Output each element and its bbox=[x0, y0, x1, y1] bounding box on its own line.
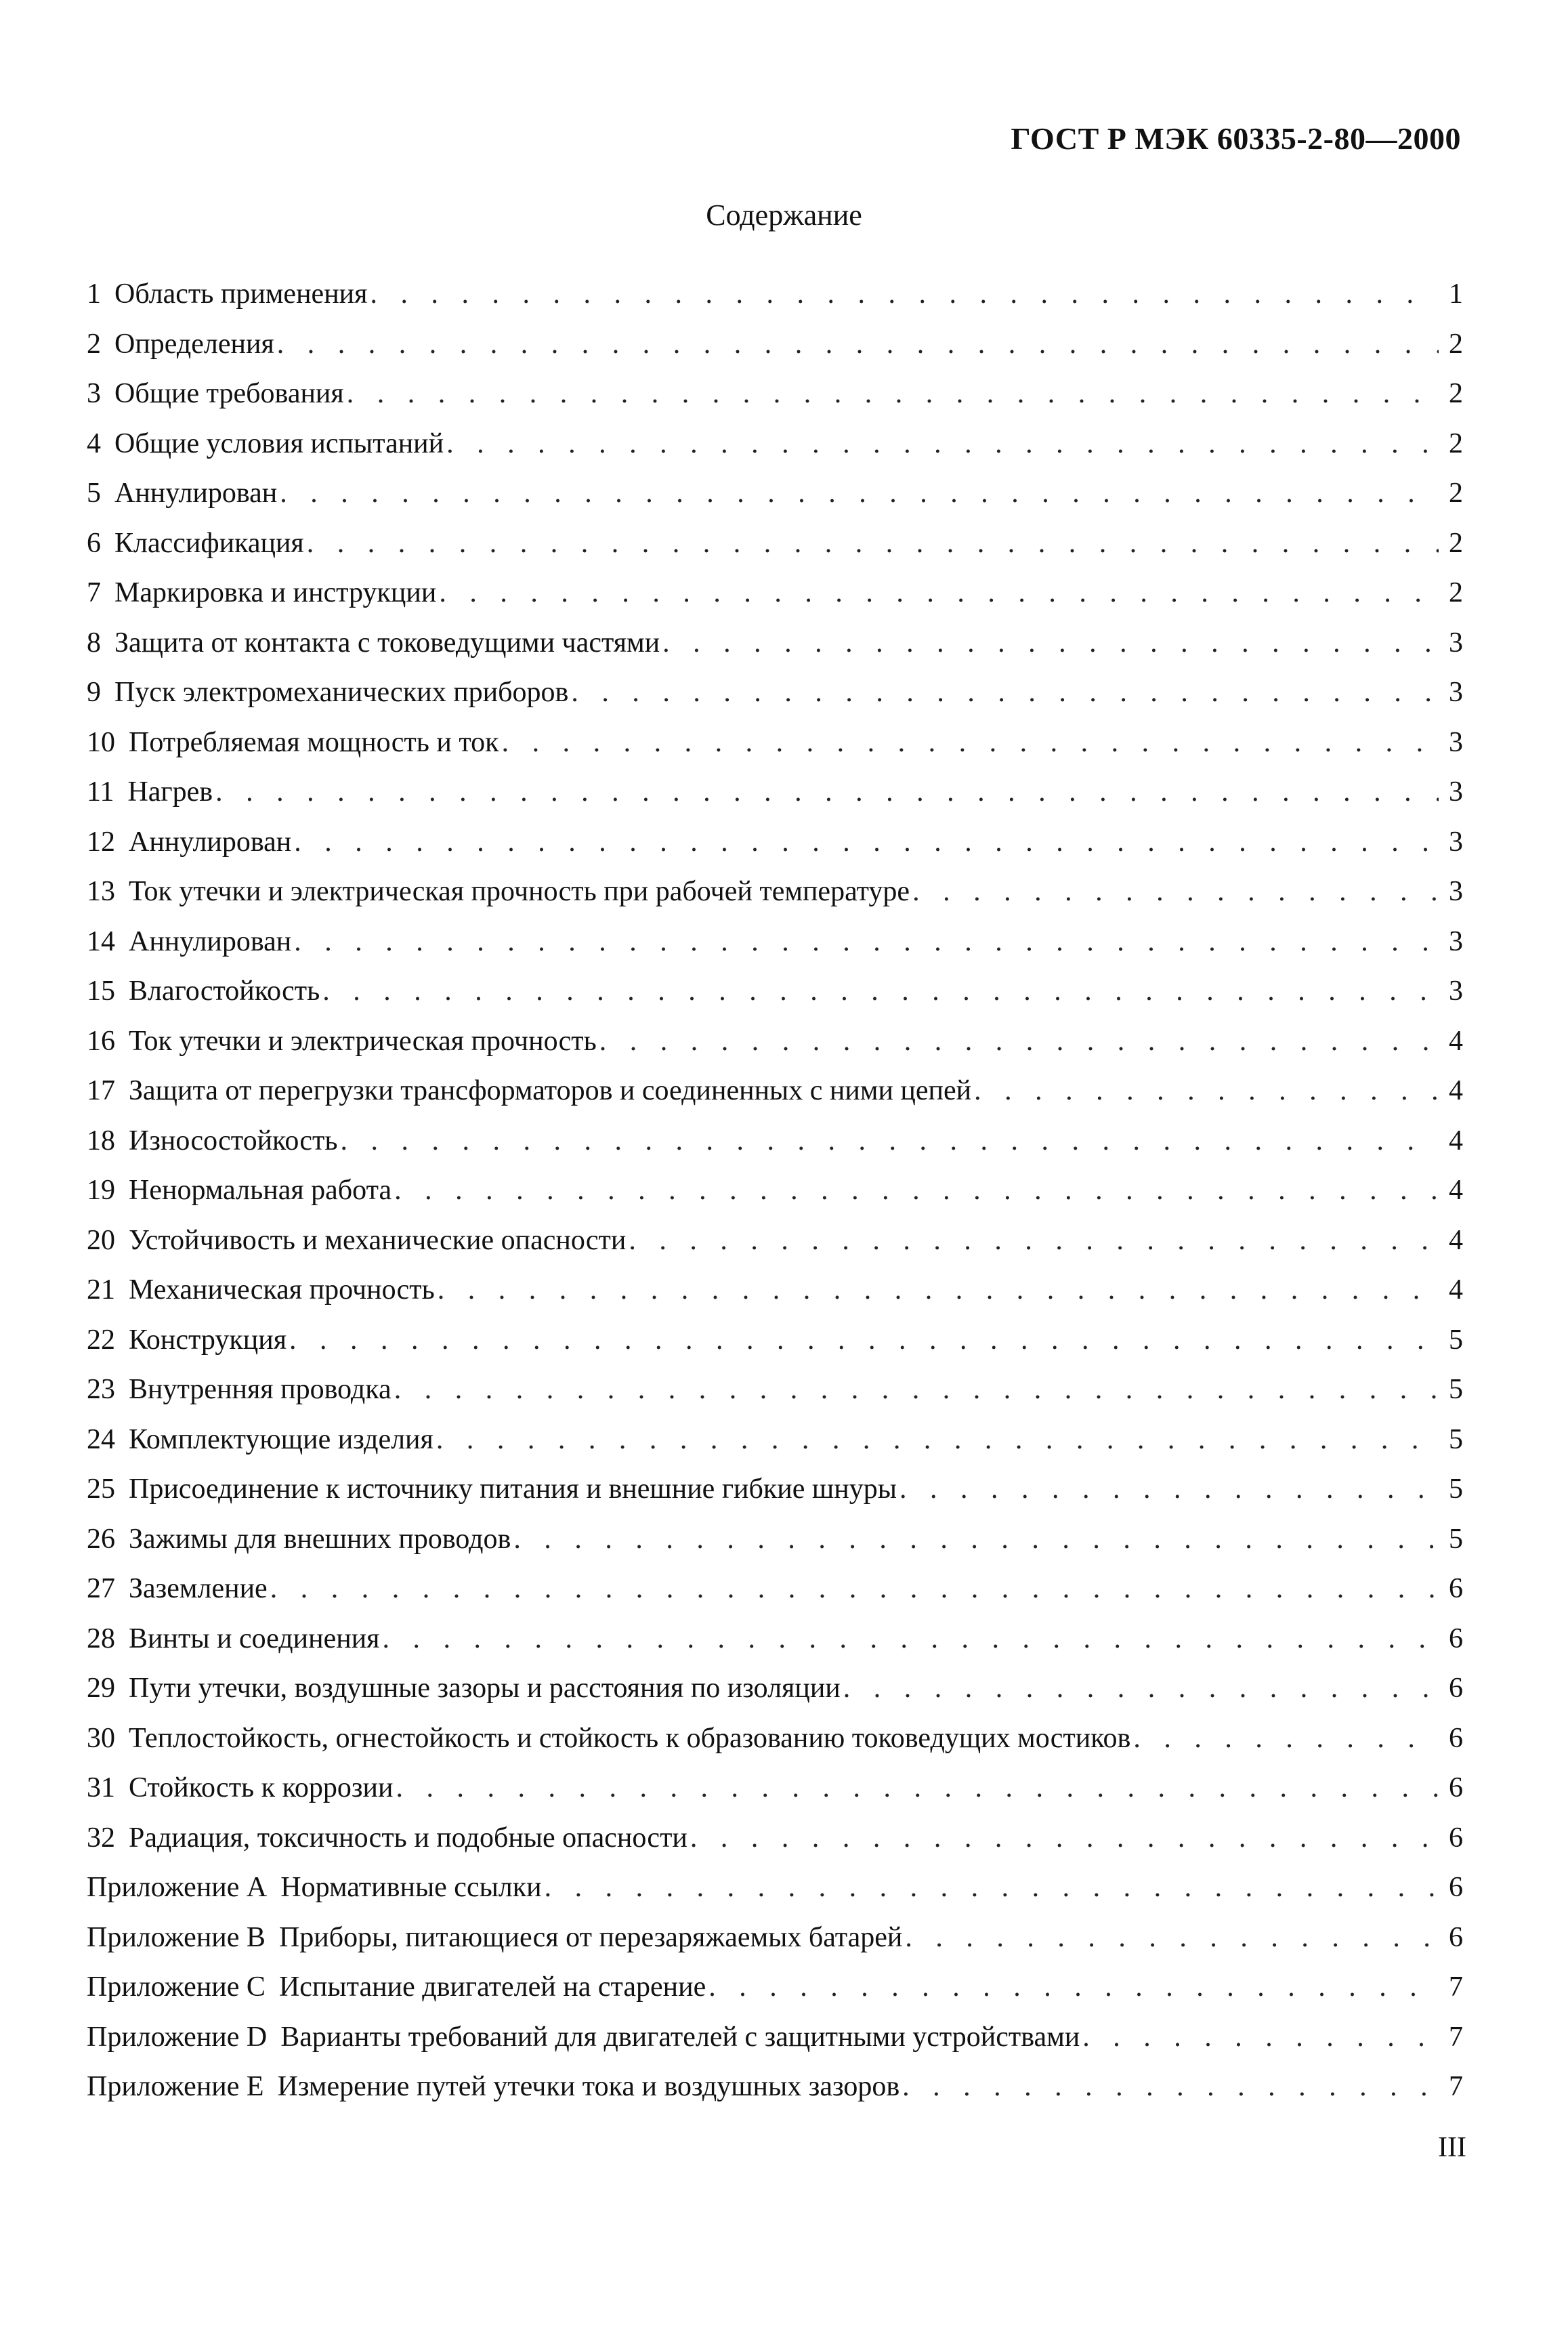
dot-leader bbox=[270, 1572, 1439, 1605]
dot-leader bbox=[662, 627, 1439, 659]
toc-entry[interactable] bbox=[87, 1025, 1463, 1075]
toc-entry-page: 5 bbox=[1449, 1423, 1463, 1455]
dot-leader bbox=[277, 328, 1439, 360]
toc-entry-page: 3 bbox=[1449, 776, 1463, 808]
toc-entry[interactable] bbox=[87, 975, 1463, 1025]
toc-entry[interactable] bbox=[87, 1772, 1463, 1822]
toc-entry-number: 31 bbox=[87, 1772, 115, 1803]
toc-entry-number: 22 bbox=[87, 1324, 115, 1356]
dot-leader bbox=[436, 1423, 1439, 1456]
toc-entry-number: 8 bbox=[87, 627, 101, 658]
toc-entry-number: 7 bbox=[87, 577, 101, 608]
dot-leader bbox=[438, 1274, 1439, 1306]
toc-entry[interactable] bbox=[87, 577, 1463, 627]
toc-entry-number: 17 bbox=[87, 1075, 115, 1106]
toc-entry-number: Приложение D bbox=[87, 2021, 268, 2053]
toc-entry-page: 1 bbox=[1449, 278, 1463, 310]
toc-entry-number: 5 bbox=[87, 478, 101, 509]
toc-entry[interactable] bbox=[87, 1373, 1463, 1423]
dot-leader bbox=[629, 1224, 1439, 1257]
toc-entry-title: Присоединение к источнику питания и внешние гибкие шнуры bbox=[129, 1473, 897, 1505]
toc-entry-page: 5 bbox=[1449, 1523, 1463, 1555]
dot-leader bbox=[396, 1772, 1439, 1804]
toc-entry[interactable] bbox=[87, 1523, 1463, 1573]
dot-leader bbox=[1133, 1722, 1439, 1755]
page-number: III bbox=[1438, 2132, 1466, 2163]
dot-leader bbox=[347, 377, 1439, 410]
toc-entry-number: 11 bbox=[87, 776, 114, 808]
toc-entry[interactable] bbox=[87, 1423, 1463, 1473]
toc-entry-page: 6 bbox=[1449, 1822, 1463, 1854]
toc-entry-title: Радиация, токсичность и подобные опасности bbox=[129, 1822, 687, 1854]
dot-leader bbox=[905, 1921, 1439, 1954]
toc-entry-title: Ток утечки и электрическая прочность при рабочей температуре bbox=[129, 876, 910, 907]
dot-leader bbox=[974, 1074, 1439, 1107]
toc-entry-number: 2 bbox=[87, 328, 101, 360]
toc-entry[interactable] bbox=[87, 1074, 1463, 1125]
toc-entry[interactable] bbox=[87, 726, 1463, 776]
dot-leader bbox=[289, 1324, 1439, 1356]
toc-entry-page: 2 bbox=[1449, 478, 1463, 509]
toc-entry-page: 5 bbox=[1449, 1473, 1463, 1505]
toc-entry[interactable] bbox=[87, 776, 1463, 826]
toc-entry-title: Варианты требований для двигателей с защитными устройствами bbox=[280, 2021, 1080, 2053]
toc-entry[interactable] bbox=[87, 1125, 1463, 1175]
toc-entry[interactable] bbox=[87, 2070, 1463, 2120]
toc-entry-number: 19 bbox=[87, 1175, 115, 1206]
dot-leader bbox=[383, 1623, 1439, 1655]
toc-entry-number: 13 bbox=[87, 876, 115, 907]
toc-entry[interactable] bbox=[87, 676, 1463, 726]
toc-entry-number: 3 bbox=[87, 378, 101, 409]
toc-entry-title: Пуск электромеханических приборов bbox=[114, 677, 569, 708]
dot-leader bbox=[341, 1125, 1439, 1157]
toc-entry[interactable] bbox=[87, 1224, 1463, 1274]
toc-entry-title: Ненормальная работа bbox=[129, 1175, 392, 1206]
toc-entry-page: 2 bbox=[1449, 527, 1463, 559]
dot-leader bbox=[294, 826, 1439, 858]
toc-entry-title: Область применения bbox=[114, 278, 368, 310]
toc-entry-page: 6 bbox=[1449, 1872, 1463, 1903]
dot-leader bbox=[394, 1373, 1439, 1406]
toc-entry-title: Общие требования bbox=[114, 378, 344, 409]
toc-entry-page: 4 bbox=[1449, 1274, 1463, 1305]
toc-entry-number: 20 bbox=[87, 1224, 115, 1256]
toc-entry[interactable] bbox=[87, 1473, 1463, 1523]
toc-entry-number: Приложение В bbox=[87, 1921, 266, 1953]
dot-leader bbox=[370, 278, 1439, 310]
dot-leader bbox=[902, 2070, 1439, 2103]
dot-leader bbox=[307, 527, 1439, 560]
toc-entry-page: 2 bbox=[1449, 577, 1463, 608]
toc-entry-title: Влагостойкость bbox=[129, 976, 320, 1007]
toc-entry-number: 25 bbox=[87, 1473, 115, 1505]
table-of-contents bbox=[87, 278, 1463, 2120]
dot-leader bbox=[899, 1473, 1439, 1505]
toc-entry-title: Защита от перегрузки трансформаторов и соединенных с ними цепей bbox=[129, 1075, 972, 1106]
toc-entry[interactable] bbox=[87, 1822, 1463, 1872]
toc-entry-number: 18 bbox=[87, 1125, 115, 1156]
toc-entry-number: Приложение С bbox=[87, 1971, 266, 2003]
dot-leader bbox=[394, 1174, 1439, 1207]
dot-leader bbox=[571, 676, 1439, 709]
dot-leader bbox=[843, 1672, 1439, 1705]
toc-entry-page: 3 bbox=[1449, 976, 1463, 1007]
dot-leader bbox=[446, 427, 1439, 460]
toc-entry-number: 32 bbox=[87, 1822, 115, 1854]
toc-entry[interactable] bbox=[87, 2021, 1463, 2071]
toc-entry-page: 2 bbox=[1449, 427, 1463, 459]
toc-entry-page: 6 bbox=[1449, 1722, 1463, 1754]
dot-leader bbox=[912, 875, 1439, 908]
toc-entry-title: Ток утечки и электрическая прочность bbox=[129, 1025, 597, 1057]
toc-entry-title: Зажимы для внешних проводов bbox=[129, 1523, 511, 1555]
toc-entry-page: 6 bbox=[1449, 1673, 1463, 1704]
toc-entry-page: 3 bbox=[1449, 826, 1463, 858]
toc-entry-title: Потребляемая мощность и ток bbox=[129, 726, 499, 758]
toc-entry-title: Аннулирован bbox=[129, 826, 292, 858]
dot-leader bbox=[294, 925, 1439, 958]
dot-leader bbox=[1082, 2021, 1439, 2053]
toc-entry-page: 4 bbox=[1449, 1224, 1463, 1256]
toc-entry-title: Классификация bbox=[114, 527, 304, 559]
toc-entry-page: 3 bbox=[1449, 677, 1463, 708]
toc-entry[interactable] bbox=[87, 278, 1463, 328]
toc-entry-page: 6 bbox=[1449, 1623, 1463, 1654]
toc-entry-title: Устойчивость и механические опасности bbox=[129, 1224, 627, 1256]
toc-entry-page: 4 bbox=[1449, 1075, 1463, 1106]
toc-entry-number: 26 bbox=[87, 1523, 115, 1555]
dot-leader bbox=[708, 1971, 1439, 2003]
toc-entry-title: Измерение путей утечки тока и воздушных зазоров bbox=[277, 2071, 900, 2102]
toc-entry-number: 4 bbox=[87, 427, 101, 459]
toc-entry[interactable] bbox=[87, 427, 1463, 478]
toc-entry-title: Конструкция bbox=[129, 1324, 287, 1356]
toc-entry-page: 6 bbox=[1449, 1921, 1463, 1953]
dot-leader bbox=[280, 477, 1439, 509]
toc-entry[interactable] bbox=[87, 925, 1463, 976]
toc-entry[interactable] bbox=[87, 1921, 1463, 1971]
toc-entry-page: 3 bbox=[1449, 627, 1463, 658]
toc-entry[interactable] bbox=[87, 826, 1463, 876]
toc-entry-title: Нагрев bbox=[127, 776, 213, 808]
toc-entry-page: 4 bbox=[1449, 1025, 1463, 1057]
toc-entry-number: 10 bbox=[87, 726, 115, 758]
toc-entry[interactable] bbox=[87, 328, 1463, 378]
toc-entry-page: 3 bbox=[1449, 925, 1463, 957]
toc-entry-title: Комплектующие изделия bbox=[129, 1423, 433, 1455]
toc-entry[interactable] bbox=[87, 1871, 1463, 1921]
toc-entry-number: 23 bbox=[87, 1374, 115, 1405]
toc-entry-title: Приборы, питающиеся от перезаряжаемых батарей bbox=[278, 1921, 903, 1953]
toc-entry-title: Общие условия испытаний bbox=[114, 427, 444, 459]
toc-entry-number: 1 bbox=[87, 278, 101, 310]
toc-entry[interactable] bbox=[87, 875, 1463, 925]
toc-entry-number: 16 bbox=[87, 1025, 115, 1057]
toc-entry-title: Винты и соединения bbox=[129, 1623, 380, 1654]
toc-entry-title: Теплостойкость, огнестойкость и стойкость к образованию токоведущих мостиков bbox=[129, 1722, 1131, 1754]
toc-entry-page: 2 bbox=[1449, 378, 1463, 409]
toc-entry-number: 30 bbox=[87, 1722, 115, 1754]
toc-entry-page: 7 bbox=[1449, 2071, 1463, 2102]
toc-entry-page: 3 bbox=[1449, 876, 1463, 907]
dot-leader bbox=[599, 1025, 1439, 1058]
toc-entry-page: 2 bbox=[1449, 328, 1463, 360]
toc-entry[interactable] bbox=[87, 627, 1463, 677]
toc-entry-title: Определения bbox=[114, 328, 274, 360]
toc-entry-page: 4 bbox=[1449, 1175, 1463, 1206]
toc-entry-number: 14 bbox=[87, 925, 115, 957]
toc-entry-page: 7 bbox=[1449, 1971, 1463, 2003]
toc-entry-number: 6 bbox=[87, 527, 101, 559]
toc-entry[interactable] bbox=[87, 1572, 1463, 1623]
toc-entry-page: 4 bbox=[1449, 1125, 1463, 1156]
toc-entry-title: Износостойкость bbox=[129, 1125, 338, 1156]
document-code: ГОСТ Р МЭК 60335-2-80—2000 bbox=[1011, 121, 1461, 156]
toc-entry-page: 5 bbox=[1449, 1324, 1463, 1356]
toc-entry-number: Приложение А bbox=[87, 1872, 268, 1903]
dot-leader bbox=[690, 1822, 1439, 1854]
toc-entry-title: Механическая прочность bbox=[129, 1274, 435, 1305]
toc-entry-title: Защита от контакта с токоведущими частями bbox=[114, 627, 660, 658]
toc-entry-number: 24 bbox=[87, 1423, 115, 1455]
toc-entry-page: 6 bbox=[1449, 1772, 1463, 1803]
toc-entry[interactable] bbox=[87, 377, 1463, 427]
toc-entry[interactable] bbox=[87, 1722, 1463, 1772]
toc-entry-number: 27 bbox=[87, 1573, 115, 1604]
toc-entry-number: Приложение Е bbox=[87, 2071, 264, 2102]
toc-entry-title: Нормативные ссылки bbox=[280, 1872, 542, 1903]
toc-entry-title: Внутренняя проводка bbox=[129, 1374, 391, 1405]
toc-entry-title: Испытание двигателей на старение bbox=[278, 1971, 706, 2003]
dot-leader bbox=[215, 776, 1439, 808]
toc-entry[interactable] bbox=[87, 1174, 1463, 1224]
toc-entry-number: 28 bbox=[87, 1623, 115, 1654]
dot-leader bbox=[439, 577, 1439, 609]
toc-entry[interactable] bbox=[87, 1623, 1463, 1673]
toc-entry-title: Заземление bbox=[129, 1573, 268, 1604]
dot-leader bbox=[322, 975, 1439, 1007]
toc-entry-title: Стойкость к коррозии bbox=[129, 1772, 394, 1803]
toc-entry-number: 15 bbox=[87, 976, 115, 1007]
toc-entry-number: 12 bbox=[87, 826, 115, 858]
toc-entry-title: Пути утечки, воздушные зазоры и расстояния по изоляции bbox=[129, 1673, 841, 1704]
toc-entry-number: 9 bbox=[87, 677, 101, 708]
dot-leader bbox=[513, 1523, 1439, 1555]
toc-entry-title: Аннулирован bbox=[129, 925, 292, 957]
dot-leader bbox=[545, 1871, 1439, 1904]
toc-entry-number: 29 bbox=[87, 1673, 115, 1704]
toc-entry-page: 5 bbox=[1449, 1374, 1463, 1405]
toc-title: Содержание bbox=[706, 198, 862, 232]
toc-entry-title: Маркировка и инструкции bbox=[114, 577, 437, 608]
toc-entry[interactable] bbox=[87, 1274, 1463, 1324]
toc-entry[interactable] bbox=[87, 477, 1463, 527]
toc-entry[interactable] bbox=[87, 1971, 1463, 2021]
toc-entry-title: Аннулирован bbox=[114, 478, 278, 509]
dot-leader bbox=[502, 726, 1439, 759]
toc-entry-page: 3 bbox=[1449, 726, 1463, 758]
toc-entry-page: 6 bbox=[1449, 1573, 1463, 1604]
toc-entry-page: 7 bbox=[1449, 2021, 1463, 2053]
toc-entry[interactable] bbox=[87, 1672, 1463, 1722]
toc-entry[interactable] bbox=[87, 1324, 1463, 1374]
toc-entry-number: 21 bbox=[87, 1274, 115, 1305]
toc-entry[interactable] bbox=[87, 527, 1463, 577]
